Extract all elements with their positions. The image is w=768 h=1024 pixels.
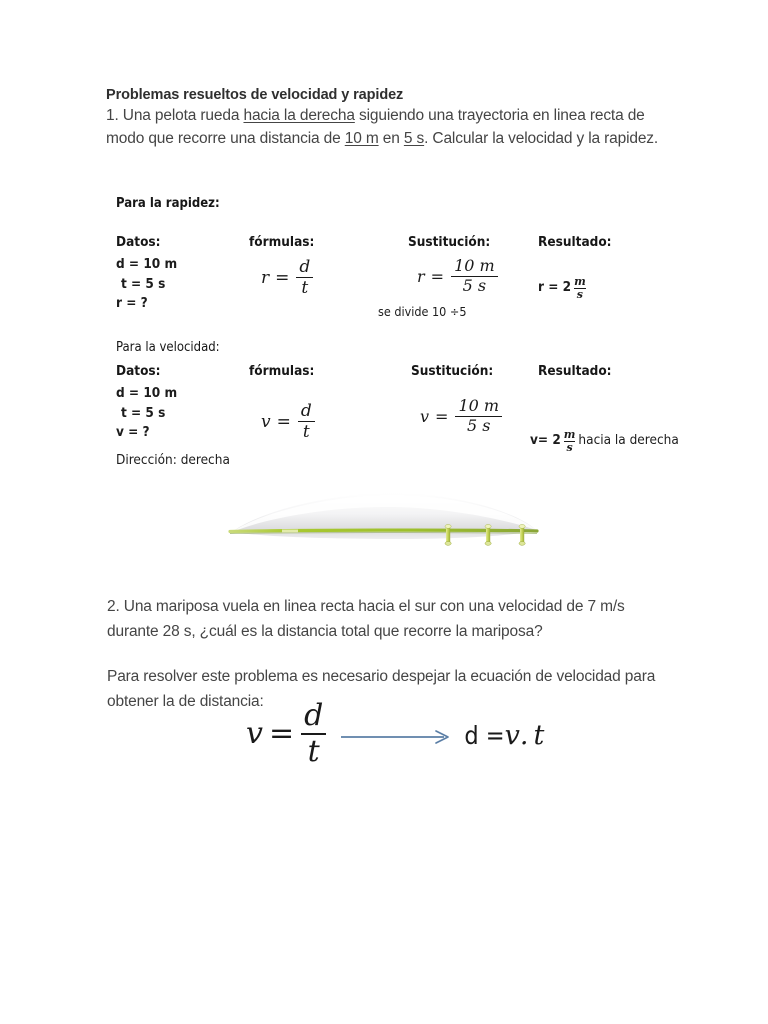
- velocidad-resultado-tail: hacia la derecha: [578, 432, 679, 449]
- problem-1-underline-time: 5 s: [403, 129, 425, 147]
- rapidez-sustitucion-equals: =: [430, 267, 445, 287]
- velocidad-resultado: [530, 428, 679, 452]
- problem-1-statement: [106, 105, 672, 150]
- rapidez-resultado: [538, 275, 586, 299]
- problem-2-statement: 2. Una mariposa vuela en linea recta hacia el sur con una velocidad de 7 m/s durante 28 s, ¿cuál es la distancia total que recorre la mariposa?: [107, 597, 625, 640]
- velocidad-dato-distance: d = 10 m: [116, 385, 178, 401]
- velocidad-col-sustitucion-head-wrap: [411, 363, 493, 379]
- smartart-lens-timeline-graphic: [228, 484, 540, 546]
- rapidez-formula-numerator: d: [299, 257, 311, 277]
- rapidez-col-resultado-head-wrap: [538, 234, 612, 250]
- rapidez-sustitucion-fraction: [451, 258, 498, 295]
- problem-1-underline-distance: 10 m: [344, 129, 379, 147]
- velocidad-direccion-wrap: [116, 452, 230, 468]
- velocidad-sustitucion-lhs: v: [420, 407, 430, 427]
- velocidad-col-formulas-head-wrap: [249, 363, 314, 379]
- velocidad-formula-numerator: d: [300, 401, 312, 421]
- rapidez-col-formulas-head-wrap: [249, 234, 314, 250]
- velocidad-col-formulas-head: fórmulas:: [249, 363, 315, 379]
- final-equation-numerator: d: [304, 698, 324, 733]
- rapidez-section-heading: Para la rapidez:: [116, 196, 220, 211]
- problem-1-text-part3: en: [378, 129, 404, 147]
- rapidez-col-resultado-head: Resultado:: [538, 234, 612, 250]
- velocidad-resultado-lead: v= 2: [530, 432, 561, 449]
- rapidez-datos-list: [116, 255, 177, 314]
- rapidez-resultado-unit-numerator: m: [574, 275, 586, 288]
- problem-1-text-part2: siguiendo una trayectoria en linea recta de modo que recorre una distancia de: [106, 107, 645, 147]
- velocidad-sustitucion-wrap: [420, 398, 502, 435]
- velocidad-col-datos-head-wrap: [116, 363, 161, 379]
- rapidez-col-sustitucion-head-wrap: [408, 234, 490, 250]
- velocidad-resultado-wrap: [530, 428, 679, 452]
- rapidez-col-datos-head: Datos:: [116, 234, 161, 250]
- velocidad-resultado-unit-denominator: s: [566, 440, 573, 454]
- rapidez-sustitucion: [417, 258, 498, 295]
- velocidad-dato-time: t = 5 s: [121, 404, 166, 421]
- velocidad-sustitucion-equals: =: [435, 407, 449, 427]
- timeline-line: [230, 530, 537, 531]
- rapidez-sustitucion-numerator: 10 m: [454, 256, 495, 275]
- velocidad-formula-lhs: v: [261, 411, 271, 432]
- rapidez-sustitucion-wrap: [417, 258, 498, 295]
- velocidad-col-datos-head: Datos:: [116, 363, 161, 379]
- velocidad-sustitucion-denominator: 5 s: [467, 416, 491, 436]
- page-title: Problemas resueltos de velocidad y rapidez: [106, 87, 404, 103]
- rapidez-dato-distance: d = 10 m: [116, 256, 178, 272]
- velocidad-resultado-unit-numerator: m: [563, 428, 576, 441]
- final-equation-fraction: [301, 700, 326, 768]
- velocidad-section-heading: Para la velocidad:: [116, 340, 220, 355]
- rapidez-resultado-unit-denominator: s: [576, 287, 583, 301]
- velocidad-formula-equals: =: [276, 411, 291, 432]
- rapidez-resultado-wrap: [538, 275, 586, 299]
- right-arrow-icon: [340, 727, 458, 747]
- rapidez-formula: [261, 258, 313, 297]
- velocidad-col-sustitucion-head: Sustitución:: [411, 363, 494, 379]
- velocidad-dato-unknown: v = ?: [116, 424, 150, 440]
- velocidad-datos-list: [116, 384, 177, 443]
- problem-1-text-part1: 1. Una pelota rueda: [106, 107, 244, 124]
- rapidez-note-wrap: [378, 304, 466, 319]
- rapidez-dato-time: t = 5 s: [121, 275, 166, 292]
- velocidad-direccion: Dirección: derecha: [116, 452, 230, 468]
- final-equation-lhs: v: [246, 716, 263, 752]
- final-equation-result-dot: .: [519, 720, 529, 752]
- rapidez-resultado-unit: [574, 276, 586, 300]
- rapidez-formula-equals: =: [275, 267, 290, 288]
- velocidad-sustitucion-numerator: 10 m: [458, 396, 500, 415]
- intro-block: [106, 86, 672, 150]
- final-equation-denominator: t: [307, 733, 320, 769]
- timeline-label-blur: [282, 530, 298, 533]
- velocidad-formula-wrap: [261, 402, 315, 441]
- rapidez-dato-unknown: r = ?: [116, 295, 148, 311]
- velocidad-resultado-unit: [564, 429, 576, 453]
- final-equation-result-v: v: [504, 720, 520, 752]
- velocidad-formula-fraction: [298, 402, 315, 441]
- rapidez-col-formulas-head: fórmulas:: [249, 234, 315, 250]
- velocidad-col-resultado-head: Resultado:: [538, 363, 612, 379]
- final-equation-equals: =: [268, 716, 295, 752]
- rapidez-sustitucion-lhs: r: [417, 267, 425, 287]
- velocidad-sustitucion-fraction: [455, 398, 502, 435]
- final-equation: [246, 700, 544, 768]
- velocidad-formula: [261, 402, 315, 441]
- rapidez-formula-denominator: t: [301, 278, 309, 299]
- velocidad-formula-denominator: t: [302, 422, 310, 443]
- final-equation-lhs-expr: [246, 700, 326, 768]
- timeline-marker-3: [519, 525, 525, 546]
- rapidez-sustitucion-denominator: 5 s: [462, 276, 487, 296]
- velocidad-sustitucion: [420, 398, 502, 435]
- final-equation-result: [464, 720, 544, 751]
- rapidez-col-datos-head-wrap: [116, 234, 161, 250]
- problem-1-text-part4: . Calcular la velocidad y la rapidez.: [424, 129, 659, 147]
- velocidad-section-heading-wrap: [116, 340, 220, 355]
- problem-1-underline-direction: hacia la derecha: [243, 107, 355, 124]
- lens-timeline-svg: [228, 484, 540, 546]
- rapidez-col-sustitucion-head: Sustitución:: [408, 234, 491, 250]
- final-equation-result-d: d =: [464, 721, 505, 751]
- rapidez-formula-fraction: [296, 258, 313, 297]
- rapidez-section-heading-wrap: [116, 196, 220, 211]
- rapidez-resultado-lead: r = 2: [538, 279, 572, 296]
- rapidez-formula-wrap: [261, 258, 313, 297]
- final-equation-result-t: t: [533, 720, 545, 752]
- right-arrow-svg: [340, 727, 458, 747]
- explanation-paragraph: Para resolver este problema es necesario despejar la ecuación de velocidad para obtener la de distancia:: [107, 667, 656, 710]
- rapidez-formula-lhs: r: [261, 267, 270, 288]
- velocidad-col-resultado-head-wrap: [538, 363, 612, 379]
- rapidez-sustitucion-note: se divide 10 ÷5: [378, 304, 467, 319]
